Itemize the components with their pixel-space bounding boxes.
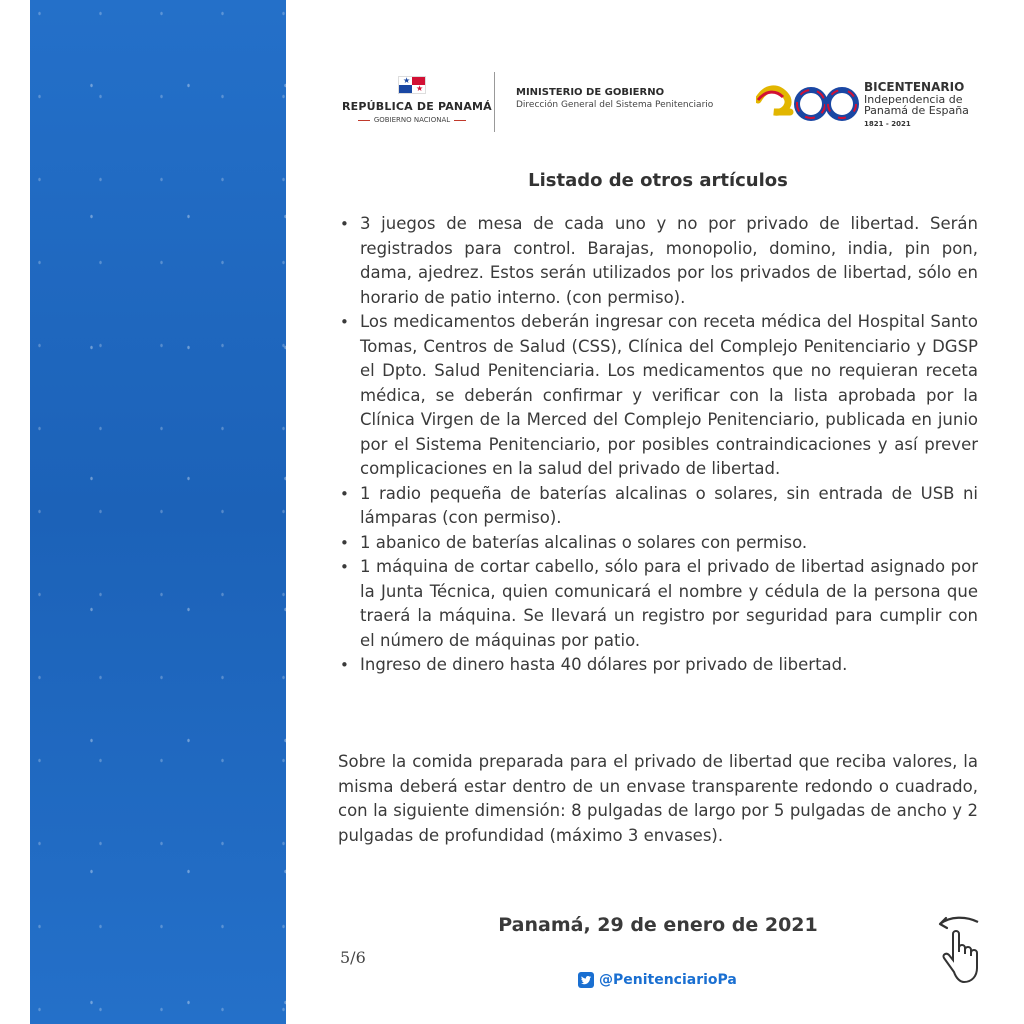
food-paragraph: Sobre la comida preparada para el privado de libertad que reciba valores, la misma deberá estar dentro de un envase transparente redondo o cuadrado, con la siguiente dimensión: 8 pulgadas de largo por 5 pulgadas de ancho y 2 pulgadas de profundidad (máximo 3 envases).: [338, 752, 978, 845]
country-name: REPÚBLICA DE PANAMÁ: [342, 100, 492, 113]
list-item: [338, 212, 978, 310]
republic-logo: [342, 76, 492, 124]
ministry-block: [516, 87, 713, 110]
list-item-text: 3 juegos de mesa de cada uno y no por privado de libertad. Serán registrados para control. Barajas, monopolio, domino, india, pin pon, dama, ajedrez. Estos serán utilizados por los privados de libertad, sólo en horario de patio interno. (con permiso).: [360, 214, 978, 307]
document-title: Listado de otros artículos: [528, 170, 788, 191]
list-item-text: 1 máquina de cortar cabello, sólo para el privado de libertad asignado por la Junta Técnica, quien comunicará el nombre y cédula de la persona que traerá la máquina. Se llevará un registro por seguridad para cumplir con el número de máquinas por patio.: [360, 557, 978, 650]
bullet: •: [340, 533, 349, 552]
directorate-name: Dirección General del Sistema Penitenciario: [516, 100, 714, 110]
bicentenario-line2: Panamá de España: [864, 104, 969, 117]
twitter-link[interactable]: [578, 972, 737, 988]
bullet: •: [340, 558, 349, 576]
bicentenario-title: BICENTENARIO: [864, 80, 965, 94]
list-item: [338, 310, 978, 482]
bullet: •: [340, 656, 349, 674]
document-date: Panamá, 29 de enero de 2021: [498, 914, 818, 936]
document-page: [338, 0, 978, 1024]
bullet: •: [340, 215, 349, 233]
twitter-icon: [578, 972, 594, 988]
swipe-hand-icon[interactable]: [934, 912, 984, 988]
bicentenario-logo: [756, 78, 862, 128]
blue-side-band: [30, 0, 286, 1024]
panama-flag-icon: [398, 76, 426, 94]
list-item: [338, 653, 978, 678]
bullet: •: [340, 484, 349, 503]
list-item-text: 1 radio pequeña de baterías alcalinas o solares, sin entrada de USB ni lámparas (con permiso).: [360, 483, 978, 527]
list-item-text: Ingreso de dinero hasta 40 dólares por privado de libertad.: [360, 655, 848, 674]
list-item: [338, 531, 978, 556]
twitter-handle: @PenitenciarioPa: [599, 972, 737, 988]
articles-list: [338, 212, 978, 678]
bicentenario-block: [756, 76, 986, 136]
government-name: GOBIERNO NACIONAL: [373, 116, 451, 124]
ministry-name: MINISTERIO DE GOBIERNO: [516, 87, 665, 98]
bullet: •: [340, 313, 349, 331]
header-divider: [494, 72, 495, 132]
header: [338, 70, 983, 140]
list-item: [338, 482, 978, 531]
bicentenario-years: 1821 - 2021: [864, 120, 911, 128]
bicentenario-line1: Independencia de: [864, 93, 963, 106]
list-item: [338, 555, 978, 653]
page-number: 5/6: [340, 948, 366, 967]
list-item-text: Los medicamentos deberán ingresar con receta médica del Hospital Santo Tomas, Centros de Salud (CSS), Clínica del Complejo Penitenciario y DGSP el Dpto. Salud Penitenciaria. Los medicamentos que no requieran receta médica, se deberán confirmar y verificar con la lista aprobada por la Clínica Virgen de la Merced del Complejo Penitenciario, publicada en junio por el Sistema Penitenciario, por posibles contraindicaciones y así prever complicaciones en la salud del privado de libertad.: [360, 312, 978, 478]
list-item-text: 1 abanico de baterías alcalinas o solares con permiso.: [360, 532, 808, 552]
